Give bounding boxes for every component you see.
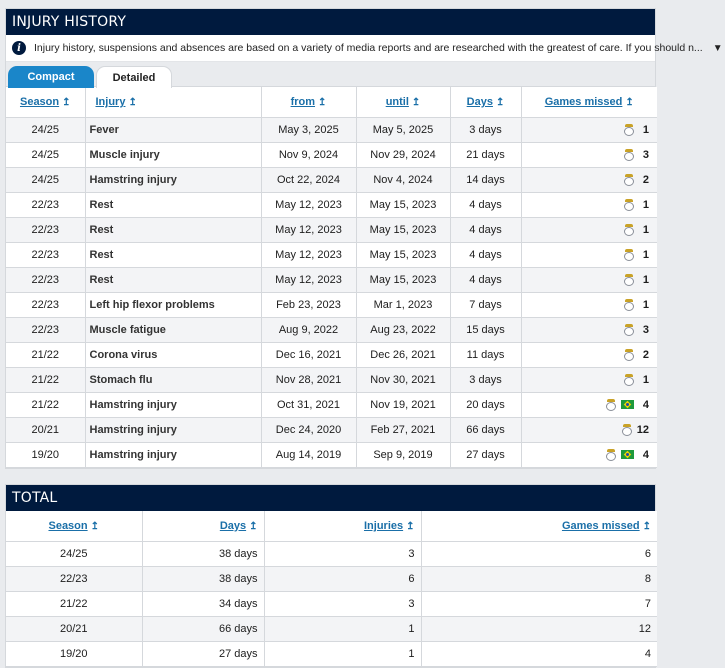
cell-from: Aug 14, 2019 bbox=[261, 442, 356, 467]
table-row bbox=[6, 342, 657, 367]
cell-from: Nov 28, 2021 bbox=[261, 367, 356, 392]
total-cell-days: 34 days bbox=[142, 591, 264, 616]
cell-injury: Muscle fatigue bbox=[85, 317, 261, 342]
cell-from: Dec 24, 2020 bbox=[261, 417, 356, 442]
club-crest-icon[interactable] bbox=[606, 399, 616, 411]
total-cell-injuries: 1 bbox=[264, 616, 421, 641]
total-col-injuries[interactable] bbox=[264, 511, 421, 541]
total-cell-injuries: 3 bbox=[264, 541, 421, 566]
cell-injury: Rest bbox=[85, 242, 261, 267]
info-icon: i bbox=[12, 41, 26, 55]
cell-from: May 12, 2023 bbox=[261, 217, 356, 242]
tab-detailed[interactable]: Detailed bbox=[96, 66, 172, 88]
cell-games-missed bbox=[521, 367, 657, 392]
club-crest-icon[interactable] bbox=[624, 324, 634, 336]
total-title-text: TOTAL bbox=[12, 490, 58, 506]
cell-from: Dec 16, 2021 bbox=[261, 342, 356, 367]
total-cell-season: 21/22 bbox=[6, 591, 142, 616]
cell-season: 22/23 bbox=[6, 317, 85, 342]
cell-until: May 5, 2025 bbox=[356, 117, 450, 142]
cell-until: Feb 27, 2021 bbox=[356, 417, 450, 442]
cell-injury: Stomach flu bbox=[85, 367, 261, 392]
total-cell-games: 12 bbox=[421, 616, 657, 641]
total-table bbox=[6, 511, 657, 667]
sort-icon: ↥ bbox=[318, 96, 327, 108]
table-row bbox=[6, 616, 657, 641]
total-cell-games: 8 bbox=[421, 566, 657, 591]
cell-season: 22/23 bbox=[6, 267, 85, 292]
cell-games-missed bbox=[521, 417, 657, 442]
col-until[interactable] bbox=[356, 87, 450, 117]
cell-days: 7 days bbox=[450, 292, 521, 317]
cell-until: Nov 30, 2021 bbox=[356, 367, 450, 392]
table-row bbox=[6, 192, 657, 217]
table-row bbox=[6, 566, 657, 591]
games-missed-value: 1 bbox=[642, 198, 649, 211]
total-cell-games: 4 bbox=[421, 641, 657, 666]
cell-season: 22/23 bbox=[6, 192, 85, 217]
cell-games-missed bbox=[521, 242, 657, 267]
sort-icon: ↥ bbox=[495, 96, 505, 108]
total-col-games[interactable] bbox=[421, 511, 657, 541]
total-col-days-label: Days bbox=[219, 519, 247, 532]
cell-games-missed bbox=[521, 192, 657, 217]
table-row bbox=[6, 591, 657, 616]
total-cell-days: 66 days bbox=[142, 616, 264, 641]
club-crest-icon[interactable] bbox=[624, 274, 634, 286]
table-row bbox=[6, 242, 657, 267]
cell-games-missed bbox=[521, 142, 657, 167]
cell-until: May 15, 2023 bbox=[356, 267, 450, 292]
club-crest-icon[interactable] bbox=[624, 124, 634, 136]
cell-days: 21 days bbox=[450, 142, 521, 167]
cell-days: 4 days bbox=[450, 267, 521, 292]
sort-icon: ↥ bbox=[62, 96, 71, 108]
total-col-season-label: Season bbox=[48, 519, 88, 532]
table-row bbox=[6, 641, 657, 666]
col-from-label: from bbox=[290, 95, 316, 108]
sort-icon: ↥ bbox=[411, 96, 421, 108]
total-cell-injuries: 1 bbox=[264, 641, 421, 666]
injury-history-title bbox=[6, 9, 655, 35]
info-notice[interactable] bbox=[6, 35, 723, 62]
cell-games-missed bbox=[521, 442, 657, 467]
cell-games-missed bbox=[521, 167, 657, 192]
injury-table bbox=[6, 87, 657, 468]
table-row bbox=[6, 541, 657, 566]
cell-days: 14 days bbox=[450, 167, 521, 192]
table-row bbox=[6, 267, 657, 292]
table-row bbox=[6, 367, 657, 392]
cell-days: 27 days bbox=[450, 442, 521, 467]
tab-compact[interactable]: Compact bbox=[8, 66, 94, 88]
cell-season: 24/25 bbox=[6, 142, 85, 167]
total-cell-days: 27 days bbox=[142, 641, 264, 666]
games-missed-value: 2 bbox=[642, 348, 649, 361]
national-flag-icon[interactable] bbox=[621, 400, 634, 409]
table-row bbox=[6, 317, 657, 342]
games-missed-value: 3 bbox=[642, 148, 649, 161]
cell-until: Aug 23, 2022 bbox=[356, 317, 450, 342]
club-crest-icon[interactable] bbox=[624, 349, 634, 361]
col-injury[interactable] bbox=[85, 87, 261, 117]
col-days-label: Days bbox=[466, 95, 493, 108]
total-cell-games: 6 bbox=[421, 541, 657, 566]
total-cell-days: 38 days bbox=[142, 566, 264, 591]
cell-season: 22/23 bbox=[6, 217, 85, 242]
cell-season: 24/25 bbox=[6, 117, 85, 142]
club-crest-icon[interactable] bbox=[606, 449, 616, 461]
total-col-injuries-label: Injuries bbox=[363, 519, 404, 532]
cell-season: 21/22 bbox=[6, 392, 85, 417]
sort-icon: ↥ bbox=[625, 96, 634, 108]
cell-games-missed bbox=[521, 317, 657, 342]
cell-from: Oct 22, 2024 bbox=[261, 167, 356, 192]
cell-season: 21/22 bbox=[6, 367, 85, 392]
cell-until: Dec 26, 2021 bbox=[356, 342, 450, 367]
sort-icon: ↥ bbox=[249, 520, 258, 532]
cell-days: 20 days bbox=[450, 392, 521, 417]
cell-days: 15 days bbox=[450, 317, 521, 342]
tab-bar bbox=[6, 62, 655, 87]
sort-icon: ↥ bbox=[128, 96, 137, 108]
club-crest-icon[interactable] bbox=[624, 374, 634, 386]
club-crest-icon[interactable] bbox=[624, 299, 634, 311]
cell-until: Nov 4, 2024 bbox=[356, 167, 450, 192]
total-cell-season: 20/21 bbox=[6, 616, 142, 641]
cell-injury: Rest bbox=[85, 267, 261, 292]
cell-injury: Fever bbox=[85, 117, 261, 142]
cell-season: 22/23 bbox=[6, 292, 85, 317]
total-col-days[interactable] bbox=[142, 511, 264, 541]
notice-text: Injury history, suspensions and absences are based on a variety of media reports and are researched with the greatest of care. If you should n... bbox=[34, 42, 703, 54]
cell-games-missed bbox=[521, 117, 657, 142]
national-flag-icon[interactable] bbox=[621, 450, 634, 459]
club-crest-icon[interactable] bbox=[624, 174, 634, 186]
cell-from: Feb 23, 2023 bbox=[261, 292, 356, 317]
cell-from: May 12, 2023 bbox=[261, 267, 356, 292]
cell-injury: Hamstring injury bbox=[85, 392, 261, 417]
table-row bbox=[6, 417, 657, 442]
games-missed-value: 1 bbox=[642, 298, 649, 311]
club-crest-icon[interactable] bbox=[622, 424, 632, 436]
cell-season: 24/25 bbox=[6, 167, 85, 192]
club-crest-icon[interactable] bbox=[624, 224, 634, 236]
total-cell-injuries: 6 bbox=[264, 566, 421, 591]
table-row bbox=[6, 392, 657, 417]
cell-from: Nov 9, 2024 bbox=[261, 142, 356, 167]
total-cell-season: 22/23 bbox=[6, 566, 142, 591]
cell-games-missed bbox=[521, 217, 657, 242]
cell-season: 19/20 bbox=[6, 442, 85, 467]
cell-games-missed bbox=[521, 342, 657, 367]
cell-from: May 12, 2023 bbox=[261, 242, 356, 267]
games-missed-value: 3 bbox=[642, 323, 649, 336]
cell-until: Nov 29, 2024 bbox=[356, 142, 450, 167]
club-crest-icon[interactable] bbox=[624, 149, 634, 161]
cell-until: May 15, 2023 bbox=[356, 242, 450, 267]
cell-injury: Hamstring injury bbox=[85, 167, 261, 192]
cell-days: 3 days bbox=[450, 117, 521, 142]
total-cell-games: 7 bbox=[421, 591, 657, 616]
sort-icon: ↥ bbox=[90, 520, 100, 532]
cell-injury: Rest bbox=[85, 217, 261, 242]
col-days[interactable] bbox=[450, 87, 521, 117]
cell-season: 20/21 bbox=[6, 417, 85, 442]
sort-icon: ↥ bbox=[406, 520, 415, 532]
cell-days: 11 days bbox=[450, 342, 521, 367]
cell-injury: Hamstring injury bbox=[85, 442, 261, 467]
total-col-games-label: Games missed bbox=[561, 519, 640, 532]
table-row bbox=[6, 292, 657, 317]
cell-days: 3 days bbox=[450, 367, 521, 392]
games-missed-value: 12 bbox=[636, 423, 649, 436]
games-missed-value: 4 bbox=[642, 398, 649, 411]
total-cell-season: 24/25 bbox=[6, 541, 142, 566]
total-title bbox=[6, 485, 655, 511]
games-missed-value: 1 bbox=[642, 273, 649, 286]
cell-from: Aug 9, 2022 bbox=[261, 317, 356, 342]
games-missed-value: 1 bbox=[642, 223, 649, 236]
sort-icon: ↥ bbox=[642, 520, 651, 532]
table-row bbox=[6, 142, 657, 167]
cell-until: May 15, 2023 bbox=[356, 192, 450, 217]
col-season[interactable] bbox=[6, 87, 85, 117]
cell-games-missed bbox=[521, 267, 657, 292]
games-missed-value: 1 bbox=[642, 373, 649, 386]
col-games-missed[interactable] bbox=[521, 87, 657, 117]
cell-season: 21/22 bbox=[6, 342, 85, 367]
games-missed-value: 2 bbox=[642, 173, 649, 186]
table-row bbox=[6, 442, 657, 467]
games-missed-value: 1 bbox=[642, 123, 649, 136]
total-cell-season: 19/20 bbox=[6, 641, 142, 666]
total-cell-days: 38 days bbox=[142, 541, 264, 566]
col-season-label: Season bbox=[19, 95, 60, 108]
cell-days: 66 days bbox=[450, 417, 521, 442]
table-row bbox=[6, 167, 657, 192]
total-box bbox=[5, 484, 656, 668]
games-missed-value: 4 bbox=[642, 448, 649, 461]
cell-from: Oct 31, 2021 bbox=[261, 392, 356, 417]
total-col-season[interactable] bbox=[6, 511, 142, 541]
club-crest-icon[interactable] bbox=[624, 249, 634, 261]
table-row bbox=[6, 217, 657, 242]
cell-games-missed bbox=[521, 392, 657, 417]
cell-injury: Rest bbox=[85, 192, 261, 217]
cell-from: May 3, 2025 bbox=[261, 117, 356, 142]
total-cell-injuries: 3 bbox=[264, 591, 421, 616]
cell-until: Sep 9, 2019 bbox=[356, 442, 450, 467]
col-games-label: Games missed bbox=[544, 95, 623, 108]
cell-days: 4 days bbox=[450, 217, 521, 242]
cell-injury: Left hip flexor problems bbox=[85, 292, 261, 317]
cell-games-missed bbox=[521, 292, 657, 317]
cell-injury: Muscle injury bbox=[85, 142, 261, 167]
cell-days: 4 days bbox=[450, 192, 521, 217]
chevron-down-icon[interactable]: ▼ bbox=[712, 42, 723, 54]
cell-from: May 12, 2023 bbox=[261, 192, 356, 217]
col-injury-label: Injury bbox=[95, 95, 126, 108]
club-crest-icon[interactable] bbox=[624, 199, 634, 211]
cell-until: May 15, 2023 bbox=[356, 217, 450, 242]
cell-until: Nov 19, 2021 bbox=[356, 392, 450, 417]
injury-history-box bbox=[5, 8, 723, 469]
col-until-label: until bbox=[385, 95, 409, 108]
games-missed-value: 1 bbox=[642, 248, 649, 261]
col-from[interactable] bbox=[261, 87, 356, 117]
injury-history-title-text: INJURY HISTORY bbox=[12, 14, 127, 30]
cell-days: 4 days bbox=[450, 242, 521, 267]
cell-injury: Hamstring injury bbox=[85, 417, 261, 442]
cell-until: Mar 1, 2023 bbox=[356, 292, 450, 317]
cell-injury: Corona virus bbox=[85, 342, 261, 367]
table-row bbox=[6, 117, 657, 142]
cell-season: 22/23 bbox=[6, 242, 85, 267]
